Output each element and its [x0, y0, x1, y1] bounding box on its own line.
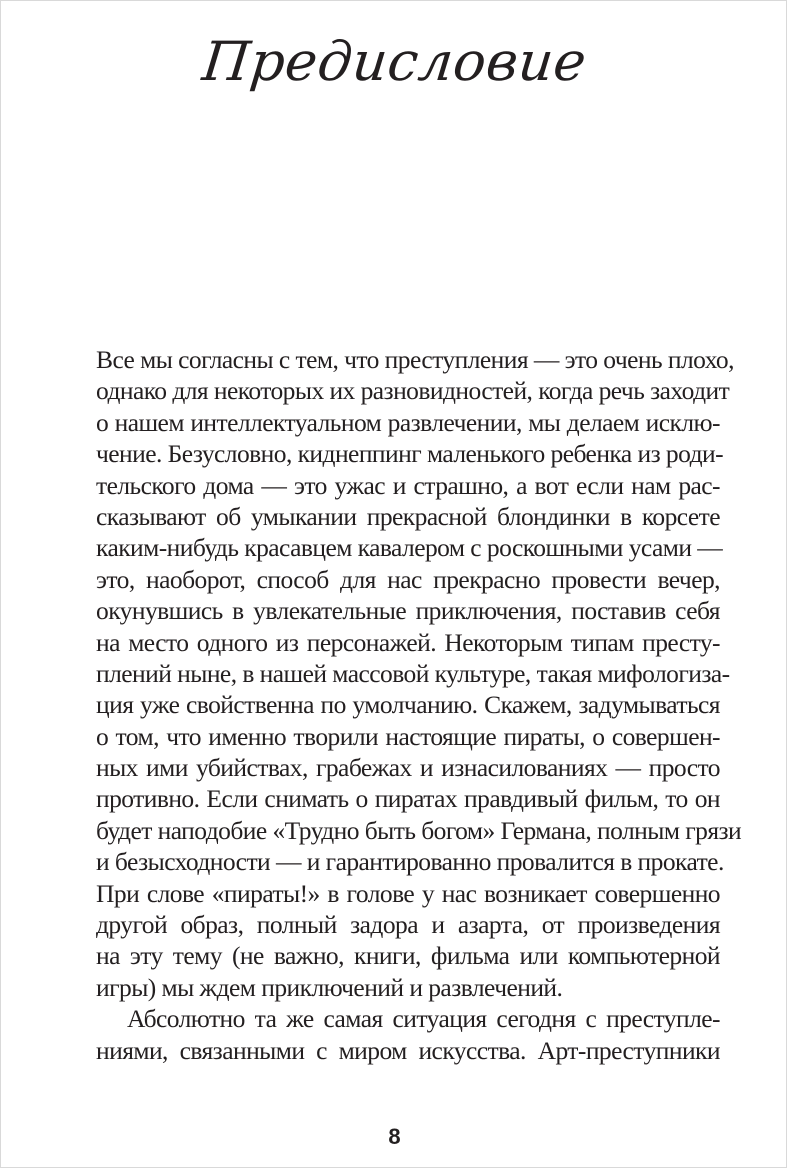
text-line: будет наподобие «Трудно быть богом» Германа, полным грязи: [96, 815, 742, 845]
paragraph: [96, 1003, 720, 1066]
text-line: о нашем интеллектуальном развлечении, мы делаем исклю-: [96, 407, 720, 437]
text-line: однако для некоторых их разновидностей, когда речь заходит: [96, 376, 730, 406]
text-line: плений ныне, в нашей массовой культуре, такая мифологиза-: [96, 658, 730, 688]
paragraph: [96, 344, 742, 1003]
text-line: тельского дома — это ужас и страшно, а вот если нам рас-: [96, 470, 720, 500]
text-line: на место одного из персонажей. Некоторым типам престу-: [96, 627, 720, 657]
text-line: о том, что именно творили настоящие пираты, о совершен-: [96, 721, 720, 751]
text-line: Абсолютно та же самая ситуация сегодня с преступле-: [127, 1004, 720, 1034]
text-line: это, наоборот, способ для нас прекрасно провести вечер,: [96, 564, 720, 594]
text-line: другой образ, полный задора и азарта, от произведения: [96, 910, 720, 940]
text-line: При слове «пираты!» в голове у нас возникает совершенно: [96, 878, 720, 908]
text-line: ниями, связанными с миром искусства. Арт-преступники: [96, 1035, 720, 1065]
body-text: [96, 344, 742, 1066]
text-line: каким-нибудь красавцем кавалером с роскошными усами —: [96, 533, 723, 563]
page-number: 8: [388, 1124, 401, 1149]
text-line: и безысходности — и гарантированно провалится в прокате.: [96, 847, 724, 877]
chapter-title: Предисловие: [199, 30, 590, 93]
text-line: Все мы согласны с тем, что преступления — это очень плохо,: [96, 345, 734, 374]
text-line: ция уже свойственна по умолчанию. Скажем, задумываться: [96, 690, 720, 720]
text-line: чение. Безусловно, киднеппинг маленького ребенка из роди-: [96, 439, 724, 469]
text-line: ных ими убийствах, грабежах и изнасилованиях — просто: [96, 753, 720, 783]
text-line: игры) мы ждем приключений и развлечений.: [96, 972, 563, 1002]
text-line: противно. Если снимать о пиратах правдивый фильм, то он: [96, 784, 720, 814]
text-line: сказывают об умыкании прекрасной блондинки в корсете: [96, 501, 720, 531]
text-line: окунувшись в увлекательные приключения, поставив себя: [96, 596, 720, 626]
text-line: на эту тему (не важно, книги, фильма или компьютерной: [96, 941, 720, 971]
